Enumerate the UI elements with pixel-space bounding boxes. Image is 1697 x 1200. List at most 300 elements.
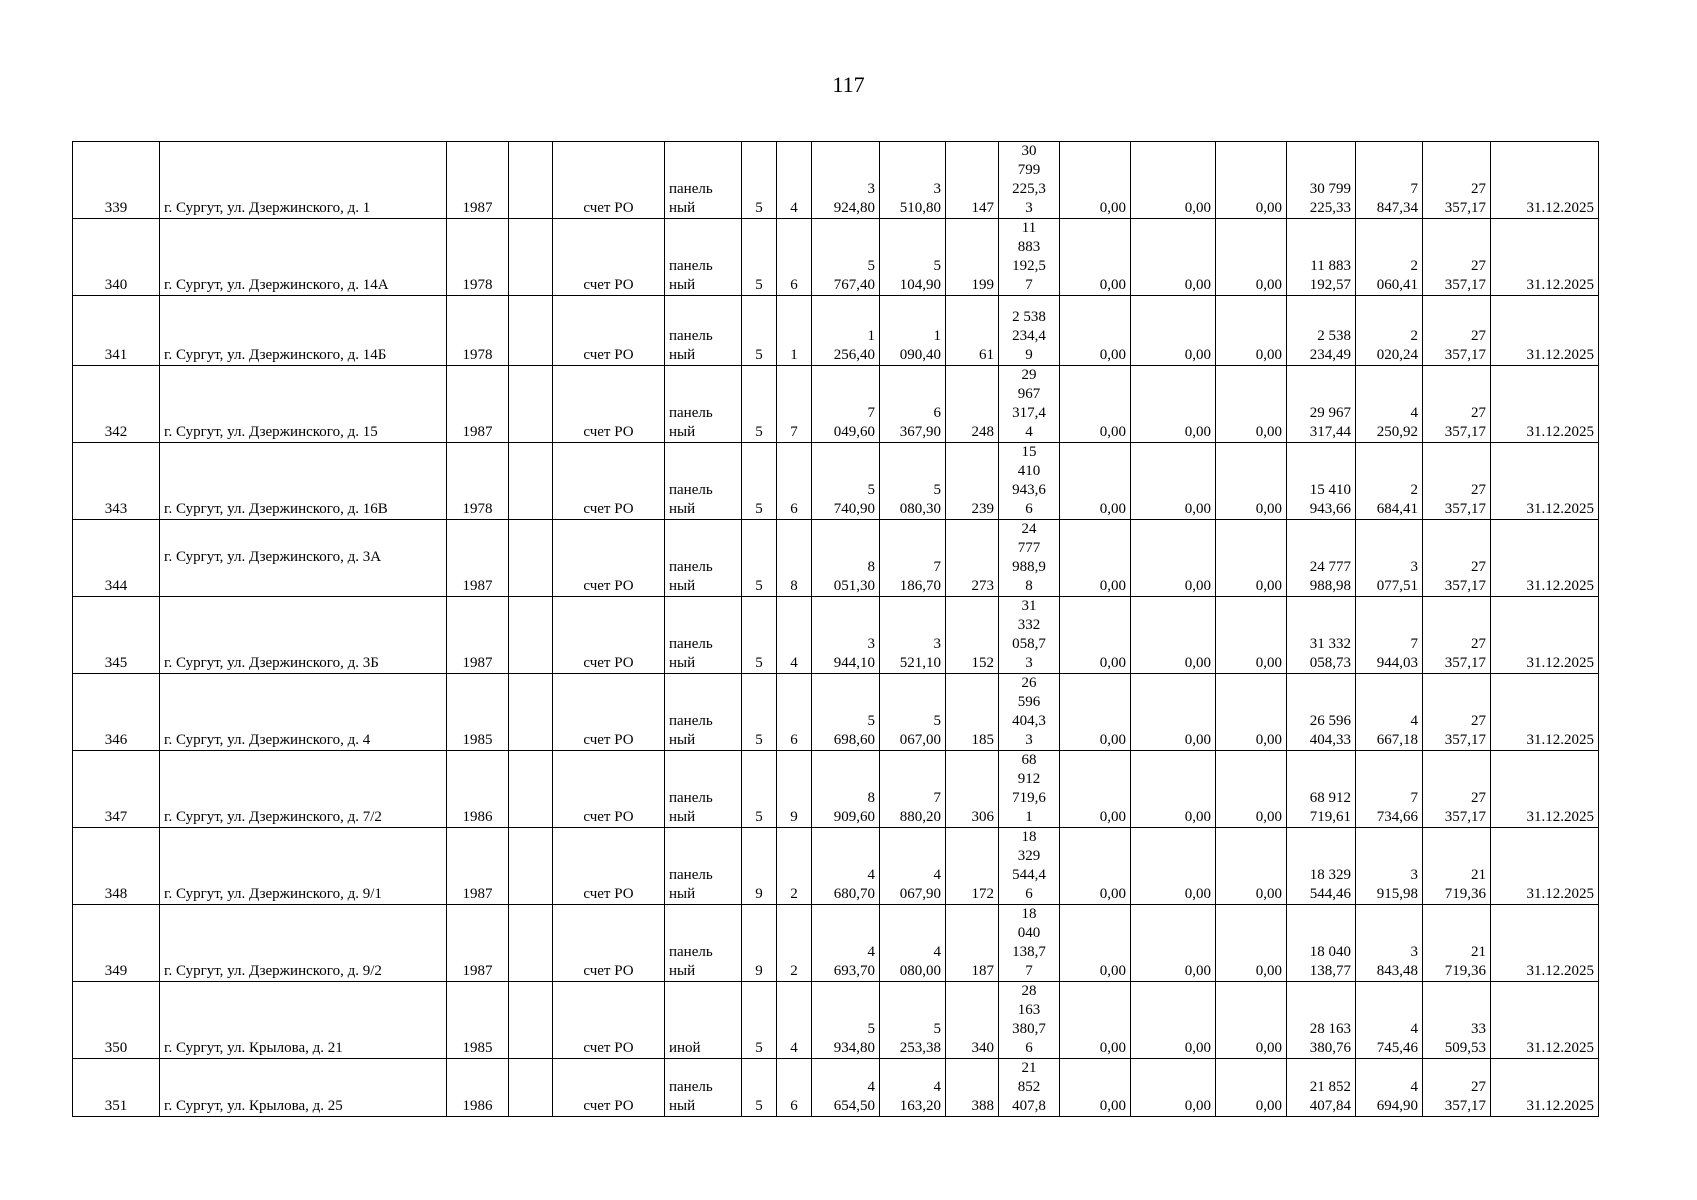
table-row (73, 982, 1599, 1059)
total-area-cell-text: 3 944,10 (833, 636, 875, 671)
address-cell-text: г. Сургут, ул. Дзержинского, д. 14А (164, 277, 389, 293)
cost-b-cell (1131, 366, 1216, 443)
living-area-cell-text: 5 080,30 (899, 482, 941, 517)
limit-per-m2-cell-text: 33 509,53 (1444, 1021, 1486, 1056)
residents-cell (946, 674, 999, 751)
year-cell (447, 296, 509, 366)
completion-date-cell-text: 31.12.2025 (1526, 1098, 1594, 1114)
residents-cell (946, 296, 999, 366)
completion-date-cell (1491, 905, 1599, 982)
entrances-cell-text: 2 (790, 886, 798, 902)
cost-c-cell-text: 0,00 (1255, 963, 1282, 979)
living-area-cell (880, 982, 946, 1059)
completion-date-cell-text: 31.12.2025 (1526, 424, 1594, 440)
cost-per-m2-cell-text: 2 020,24 (1376, 328, 1418, 363)
cost-a-cell (1060, 828, 1131, 905)
floors-cell-text: 5 (755, 277, 763, 293)
residents-cell-text: 152 (971, 655, 994, 671)
limit-per-m2-cell-text: 27 357,17 (1444, 181, 1486, 216)
completion-date-cell (1491, 597, 1599, 674)
row-number (73, 828, 160, 905)
total-cost-cell (999, 443, 1060, 520)
address-cell-text: г. Сургут, ул. Дзержинского, д. 15 (164, 424, 378, 440)
cost-c-cell (1216, 443, 1287, 520)
entrances-cell (777, 296, 812, 366)
floors-cell-text: 5 (755, 424, 763, 440)
table-row (73, 674, 1599, 751)
cost-c-cell-text: 0,00 (1255, 277, 1282, 293)
cost-b-cell-text: 0,00 (1184, 809, 1211, 825)
living-area-cell-text: 3 510,80 (899, 181, 941, 216)
funding-source-cell (553, 751, 665, 828)
cost-b-cell-text: 0,00 (1184, 578, 1211, 594)
residents-cell-text: 306 (971, 809, 994, 825)
year-cell-text: 1978 (462, 501, 493, 517)
limit-per-m2-cell-text: 27 357,17 (1444, 258, 1486, 293)
entrances-cell (777, 597, 812, 674)
cost-sum-cell-text: 18 040 138,77 (1309, 944, 1351, 979)
completion-date-cell-text: 31.12.2025 (1526, 200, 1594, 216)
row-number-text: 343 (104, 501, 128, 517)
limit-per-m2-cell-text: 27 357,17 (1444, 713, 1486, 748)
total-area-cell (812, 520, 880, 597)
funding-source-cell (553, 674, 665, 751)
cost-c-cell-text: 0,00 (1255, 424, 1282, 440)
floors-cell (742, 905, 777, 982)
row-number (73, 1059, 160, 1117)
cost-a-cell (1060, 597, 1131, 674)
cost-sum-cell (1287, 982, 1356, 1059)
cost-c-cell (1216, 1059, 1287, 1117)
wall-material-cell-text: панель ный (669, 482, 713, 517)
wall-material-cell-text: панель ный (669, 181, 713, 216)
cost-a-cell-text: 0,00 (1099, 1040, 1126, 1056)
address-cell (160, 443, 447, 520)
entrances-cell-text: 4 (790, 1040, 798, 1056)
living-area-cell (880, 1059, 946, 1117)
row-number-text: 347 (104, 809, 128, 825)
cost-sum-cell (1287, 674, 1356, 751)
cost-sum-cell (1287, 597, 1356, 674)
limit-per-m2-cell-text: 27 357,17 (1444, 1079, 1486, 1114)
residents-cell (946, 142, 999, 219)
cost-c-cell-text: 0,00 (1255, 886, 1282, 902)
cost-b-cell (1131, 751, 1216, 828)
total-area-cell-text: 7 049,60 (833, 405, 875, 440)
cost-per-m2-cell (1356, 1059, 1423, 1117)
year-cell (447, 751, 509, 828)
year-cell-text: 1987 (462, 963, 493, 979)
year-cell (447, 905, 509, 982)
living-area-cell (880, 828, 946, 905)
completion-date-cell (1491, 443, 1599, 520)
residents-cell (946, 520, 999, 597)
total-area-cell (812, 443, 880, 520)
limit-per-m2-cell (1423, 520, 1491, 597)
cost-a-cell-text: 0,00 (1099, 809, 1126, 825)
residents-cell (946, 982, 999, 1059)
cost-sum-cell-text: 30 799 225,33 (1309, 181, 1351, 216)
total-area-cell (812, 828, 880, 905)
cost-a-cell (1060, 674, 1131, 751)
funding-source-cell-text: счет РО (583, 277, 634, 293)
wall-material-cell (665, 597, 742, 674)
residents-cell-text: 61 (979, 347, 994, 363)
address-cell (160, 366, 447, 443)
cost-sum-cell-text: 15 410 943,66 (1309, 482, 1351, 517)
total-cost-cell-text: 31 332 058,7 3 (1012, 598, 1046, 671)
cost-sum-cell (1287, 366, 1356, 443)
residents-cell-text: 273 (971, 578, 994, 594)
table-row (73, 751, 1599, 828)
cost-per-m2-cell-text: 3 915,98 (1376, 867, 1418, 902)
cost-per-m2-cell (1356, 443, 1423, 520)
floors-cell (742, 219, 777, 296)
row-number (73, 597, 160, 674)
address-cell (160, 751, 447, 828)
table-row (73, 1059, 1599, 1117)
residents-cell-text: 239 (971, 501, 994, 517)
cost-sum-cell-text: 31 332 058,73 (1309, 636, 1351, 671)
cost-c-cell (1216, 296, 1287, 366)
limit-per-m2-cell-text: 21 719,36 (1444, 867, 1486, 902)
cost-per-m2-cell (1356, 296, 1423, 366)
residents-cell-text: 187 (971, 963, 994, 979)
funding-source-cell (553, 296, 665, 366)
completion-date-cell-text: 31.12.2025 (1526, 277, 1594, 293)
floors-cell-text: 5 (755, 655, 763, 671)
wall-material-cell-text: панель ный (669, 867, 713, 902)
living-area-cell (880, 905, 946, 982)
completion-date-cell-text: 31.12.2025 (1526, 886, 1594, 902)
completion-date-cell (1491, 366, 1599, 443)
total-area-cell (812, 905, 880, 982)
year-cell-text: 1987 (462, 424, 493, 440)
cost-sum-cell-text: 29 967 317,44 (1309, 405, 1351, 440)
table-row (73, 219, 1599, 296)
cost-sum-cell-text: 28 163 380,76 (1309, 1021, 1351, 1056)
address-cell-text: г. Сургут, ул. Дзержинского, д. 9/1 (164, 886, 382, 902)
total-cost-cell (999, 520, 1060, 597)
cost-a-cell-text: 0,00 (1099, 347, 1126, 363)
cost-a-cell-text: 0,00 (1099, 655, 1126, 671)
table-body (73, 142, 1599, 1117)
address-cell (160, 674, 447, 751)
funding-source-cell (553, 905, 665, 982)
total-cost-cell-text: 2 538 234,4 9 (1012, 309, 1046, 363)
cost-a-cell-text: 0,00 (1099, 424, 1126, 440)
total-area-cell-text: 8 051,30 (833, 559, 875, 594)
total-area-cell (812, 674, 880, 751)
row-number-text: 350 (104, 1040, 128, 1056)
living-area-cell (880, 296, 946, 366)
total-area-cell (812, 219, 880, 296)
residents-cell (946, 219, 999, 296)
cost-b-cell-text: 0,00 (1184, 424, 1211, 440)
empty-cell (509, 597, 553, 674)
entrances-cell (777, 366, 812, 443)
total-area-cell (812, 982, 880, 1059)
total-cost-cell-text: 11 883 192,5 7 (1012, 220, 1046, 293)
residents-cell-text: 147 (971, 200, 994, 216)
cost-c-cell-text: 0,00 (1255, 809, 1282, 825)
living-area-cell-text: 5 104,90 (899, 258, 941, 293)
wall-material-cell-text: панель ный (669, 1079, 713, 1114)
completion-date-cell-text: 31.12.2025 (1526, 655, 1594, 671)
floors-cell (742, 142, 777, 219)
page-number: 117 (832, 72, 865, 97)
limit-per-m2-cell (1423, 1059, 1491, 1117)
funding-source-cell-text: счет РО (583, 732, 634, 748)
cost-sum-cell (1287, 751, 1356, 828)
living-area-cell-text: 3 521,10 (899, 636, 941, 671)
address-cell (160, 597, 447, 674)
cost-a-cell (1060, 219, 1131, 296)
cost-b-cell (1131, 597, 1216, 674)
row-number (73, 520, 160, 597)
funding-source-cell (553, 142, 665, 219)
year-cell-text: 1986 (462, 809, 493, 825)
cost-c-cell-text: 0,00 (1255, 501, 1282, 517)
entrances-cell-text: 7 (790, 424, 798, 440)
residents-cell-text: 172 (971, 886, 994, 902)
living-area-cell (880, 443, 946, 520)
residents-cell-text: 185 (971, 732, 994, 748)
year-cell (447, 828, 509, 905)
address-cell (160, 219, 447, 296)
cost-c-cell-text: 0,00 (1255, 347, 1282, 363)
funding-source-cell-text: счет РО (583, 424, 634, 440)
year-cell (447, 1059, 509, 1117)
limit-per-m2-cell-text: 27 357,17 (1444, 790, 1486, 825)
address-cell-text: г. Сургут, ул. Дзержинского, д. 7/2 (164, 809, 382, 825)
floors-cell (742, 828, 777, 905)
address-cell-text: г. Сургут, ул. Дзержинского, д. 1 (164, 200, 371, 216)
cost-per-m2-cell (1356, 366, 1423, 443)
limit-per-m2-cell (1423, 982, 1491, 1059)
total-area-cell-text: 5 740,90 (833, 482, 875, 517)
entrances-cell-text: 6 (790, 1098, 798, 1114)
total-area-cell-text: 4 693,70 (833, 944, 875, 979)
entrances-cell (777, 219, 812, 296)
total-cost-cell (999, 219, 1060, 296)
limit-per-m2-cell (1423, 142, 1491, 219)
cost-sum-cell (1287, 520, 1356, 597)
floors-cell-text: 9 (755, 886, 763, 902)
cost-c-cell (1216, 674, 1287, 751)
row-number-text: 341 (104, 347, 128, 363)
row-number-text: 340 (104, 277, 128, 293)
cost-b-cell-text: 0,00 (1184, 501, 1211, 517)
limit-per-m2-cell-text: 21 719,36 (1444, 944, 1486, 979)
address-cell-text: г. Сургут, ул. Крылова, д. 25 (164, 1098, 343, 1114)
living-area-cell (880, 751, 946, 828)
cost-per-m2-cell-text: 4 745,46 (1376, 1021, 1418, 1056)
floors-cell (742, 674, 777, 751)
cost-b-cell (1131, 982, 1216, 1059)
cost-sum-cell-text: 68 912 719,61 (1309, 790, 1351, 825)
address-cell (160, 296, 447, 366)
year-cell (447, 982, 509, 1059)
row-number (73, 366, 160, 443)
cost-a-cell (1060, 142, 1131, 219)
funding-source-cell-text: счет РО (583, 809, 634, 825)
funding-source-cell-text: счет РО (583, 347, 634, 363)
residents-cell (946, 905, 999, 982)
cost-b-cell-text: 0,00 (1184, 655, 1211, 671)
cost-b-cell-text: 0,00 (1184, 277, 1211, 293)
empty-cell (509, 1059, 553, 1117)
cost-per-m2-cell-text: 7 847,34 (1376, 181, 1418, 216)
total-cost-cell-text: 15 410 943,6 6 (1012, 444, 1046, 517)
year-cell-text: 1986 (462, 1098, 493, 1114)
cost-b-cell-text: 0,00 (1184, 200, 1211, 216)
total-area-cell-text: 3 924,80 (833, 181, 875, 216)
cost-c-cell (1216, 828, 1287, 905)
table-row (73, 142, 1599, 219)
residents-cell-text: 388 (971, 1098, 994, 1114)
cost-b-cell (1131, 828, 1216, 905)
table-row (73, 828, 1599, 905)
limit-per-m2-cell (1423, 296, 1491, 366)
completion-date-cell (1491, 828, 1599, 905)
entrances-cell (777, 751, 812, 828)
cost-per-m2-cell (1356, 597, 1423, 674)
limit-per-m2-cell (1423, 366, 1491, 443)
cost-b-cell (1131, 142, 1216, 219)
empty-cell (509, 751, 553, 828)
cost-a-cell-text: 0,00 (1099, 1098, 1126, 1114)
row-number-text: 351 (104, 1098, 128, 1114)
total-cost-cell-text: 28 163 380,7 6 (1012, 983, 1046, 1056)
total-cost-cell-text: 30 799 225,3 3 (1012, 143, 1046, 216)
row-number (73, 674, 160, 751)
row-number-text: 345 (104, 655, 128, 671)
row-number (73, 296, 160, 366)
completion-date-cell (1491, 142, 1599, 219)
wall-material-cell (665, 520, 742, 597)
cost-b-cell (1131, 674, 1216, 751)
residents-cell (946, 751, 999, 828)
limit-per-m2-cell (1423, 905, 1491, 982)
cost-per-m2-cell-text: 7 944,03 (1376, 636, 1418, 671)
wall-material-cell-text: панель ный (669, 636, 713, 671)
cost-sum-cell-text: 26 596 404,33 (1309, 713, 1351, 748)
living-area-cell-text: 5 067,00 (899, 713, 941, 748)
empty-cell (509, 828, 553, 905)
total-area-cell-text: 8 909,60 (833, 790, 875, 825)
empty-cell (509, 905, 553, 982)
floors-cell-text: 5 (755, 200, 763, 216)
row-number-text: 342 (104, 424, 128, 440)
entrances-cell-text: 6 (790, 501, 798, 517)
cost-b-cell-text: 0,00 (1184, 963, 1211, 979)
cost-sum-cell-text: 21 852 407,84 (1309, 1079, 1351, 1114)
year-cell (447, 674, 509, 751)
cost-sum-cell-text: 18 329 544,46 (1309, 867, 1351, 902)
floors-cell-text: 9 (755, 963, 763, 979)
cost-c-cell (1216, 982, 1287, 1059)
table-row (73, 905, 1599, 982)
floors-cell (742, 1059, 777, 1117)
total-cost-cell (999, 751, 1060, 828)
cost-c-cell-text: 0,00 (1255, 732, 1282, 748)
cost-b-cell-text: 0,00 (1184, 1098, 1211, 1114)
total-cost-cell-text: 18 040 138,7 7 (1012, 906, 1046, 979)
floors-cell (742, 520, 777, 597)
entrances-cell (777, 142, 812, 219)
row-number (73, 905, 160, 982)
residents-cell-text: 340 (971, 1040, 994, 1056)
total-cost-cell-text: 29 967 317,4 4 (1012, 367, 1046, 440)
wall-material-cell (665, 751, 742, 828)
floors-cell (742, 751, 777, 828)
floors-cell-text: 5 (755, 1040, 763, 1056)
table-row (73, 520, 1599, 597)
cost-per-m2-cell (1356, 905, 1423, 982)
total-area-cell-text: 4 654,50 (833, 1079, 875, 1114)
funding-source-cell-text: счет РО (583, 1098, 634, 1114)
funding-source-cell-text: счет РО (583, 655, 634, 671)
year-cell-text: 1987 (462, 655, 493, 671)
year-cell (447, 142, 509, 219)
completion-date-cell (1491, 520, 1599, 597)
cost-sum-cell (1287, 443, 1356, 520)
entrances-cell (777, 674, 812, 751)
cost-c-cell (1216, 366, 1287, 443)
completion-date-cell-text: 31.12.2025 (1526, 963, 1594, 979)
address-cell (160, 142, 447, 219)
cost-sum-cell (1287, 296, 1356, 366)
row-number-text: 344 (104, 578, 128, 594)
limit-per-m2-cell (1423, 828, 1491, 905)
entrances-cell-text: 8 (790, 578, 798, 594)
total-cost-cell (999, 366, 1060, 443)
floors-cell (742, 443, 777, 520)
year-cell-text: 1987 (462, 200, 493, 216)
year-cell (447, 366, 509, 443)
cost-a-cell-text: 0,00 (1099, 963, 1126, 979)
total-area-cell (812, 296, 880, 366)
floors-cell-text: 5 (755, 578, 763, 594)
cost-c-cell (1216, 520, 1287, 597)
row-number-text: 339 (104, 200, 128, 216)
cost-a-cell (1060, 520, 1131, 597)
funding-source-cell (553, 443, 665, 520)
total-cost-cell (999, 905, 1060, 982)
cost-per-m2-cell (1356, 142, 1423, 219)
wall-material-cell (665, 443, 742, 520)
cost-sum-cell (1287, 142, 1356, 219)
total-area-cell-text: 5 767,40 (833, 258, 875, 293)
floors-cell-text: 5 (755, 501, 763, 517)
year-cell (447, 520, 509, 597)
empty-cell (509, 296, 553, 366)
funding-source-cell (553, 982, 665, 1059)
cost-c-cell (1216, 905, 1287, 982)
limit-per-m2-cell (1423, 597, 1491, 674)
cost-b-cell (1131, 296, 1216, 366)
address-cell-text: г. Сургут, ул. Дзержинского, д. 3А (164, 549, 382, 565)
total-cost-cell-text: 26 596 404,3 3 (1012, 675, 1046, 748)
cost-per-m2-cell-text: 2 060,41 (1376, 258, 1418, 293)
funding-source-cell (553, 828, 665, 905)
total-area-cell (812, 366, 880, 443)
cost-per-m2-cell (1356, 751, 1423, 828)
wall-material-cell (665, 366, 742, 443)
cost-per-m2-cell-text: 3 843,48 (1376, 944, 1418, 979)
cost-a-cell (1060, 1059, 1131, 1117)
